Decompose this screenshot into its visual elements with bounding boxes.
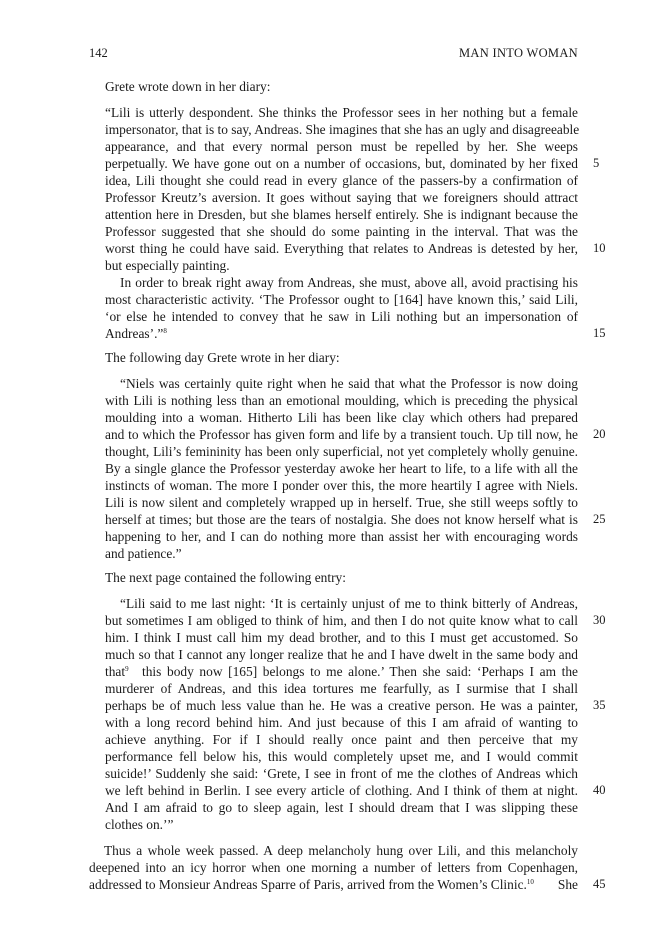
text-line: “Lili is utterly despondent. She thinks the Professor sees in her nothing but a female — [105, 105, 578, 120]
text-line: murderer of Andreas, and this idea tortures me fearfully, as I surmise that I shall — [105, 681, 578, 696]
text-line: ‘or else he intended to convey that he saw in Lili nothing but an impersonation of — [105, 309, 578, 324]
text-line: clothes on.’” — [105, 817, 174, 832]
text-line: “Lili said to me last night: ‘It is certainly unjust of me to think bitterly of Andreas, — [120, 596, 578, 611]
text-line: most characteristic activity. ‘The Professor ought to [164] have known this,’ said Lili, — [105, 292, 578, 307]
text-line: but sometimes I am obliged to think of him, and then I do not quite know what to call — [105, 613, 578, 628]
text-line: but especially painting. — [105, 258, 230, 273]
text-line: him. I think I must call him my dead brother, and to this I must get accustomed. So — [105, 630, 578, 645]
text-line: instincts of woman. The more I ponder over this, the more heartily I agree with Niels. — [105, 478, 578, 493]
text-line: herself at times; but those are the tears of nostalgia. She does not know herself what is — [105, 512, 578, 527]
text-line: much so that I cannot any longer realize that he and I have dwelt in the same body and — [105, 647, 578, 662]
margin-line-number: 20 — [593, 427, 606, 441]
text-line: performance fell below his, this would completely upset me, and I would commit — [105, 749, 578, 764]
text-line: impersonator, that is to say, Andreas. She imagines that she has an ugly and disagreeable — [105, 122, 580, 137]
text-line: Thus a whole week passed. A deep melancholy hung over Lili, and this melancholy — [104, 843, 578, 858]
text-line: thought, Lili’s femininity has been only superficial, not yet completely wholly genuine. — [105, 444, 578, 459]
text-line: By a single glance the Professor yesterday awoke her heart to life, to a life with all the — [105, 461, 578, 476]
margin-line-number: 25 — [593, 512, 606, 526]
margin-line-number: 10 — [593, 241, 606, 255]
footnote-marker: 9 — [125, 665, 129, 673]
text-line: deepened into an icy horror when one morning a number of letters from Copenhagen, — [89, 860, 578, 875]
text-line: with Lili is nothing less than an emotional moulding, which is preceding the physical — [105, 393, 578, 408]
text-line: perhaps be of much less value than he. He was a creative person. He was a painter, — [105, 698, 578, 713]
margin-line-number: 45 — [593, 877, 606, 891]
text-line: The following day Grete wrote in her diary: — [105, 350, 340, 365]
footnote-marker: 10 — [526, 878, 534, 886]
margin-line-number: 5 — [593, 156, 600, 170]
text-line: suicide!’ Suddenly she said: ‘Grete, I see in front of me the clothes of Andreas which — [105, 766, 578, 781]
text-line: Grete wrote down in her diary: — [105, 79, 271, 94]
text-line: Lili is now silent and completely wrapped up in herself. True, she still weeps softly to — [105, 495, 578, 510]
footnote-marker: 8 — [163, 327, 167, 335]
text-line: achieve anything. For if I should really once paint and then perceive that my — [105, 732, 578, 747]
text-line: attention here in Dresden, but she blames herself entirely. She is indignant because the — [105, 207, 578, 222]
text-line: and to which the Professor has given form and life by a transient touch. Up till now, he — [105, 427, 578, 442]
text-line: idea, Lili thought she could read in every glance of the passers-by a confirmation of — [105, 173, 578, 188]
margin-line-number: 35 — [593, 698, 606, 712]
text-line: with a long record behind him. And just because of this I am afraid of wanting to — [105, 715, 578, 730]
text-line: And I am afraid to go to sleep again, lest I should dream that I was slipping these — [105, 800, 578, 815]
margin-line-number: 30 — [593, 613, 606, 627]
margin-line-number: 40 — [593, 783, 606, 797]
running-title: MAN INTO WOMAN — [458, 46, 578, 60]
text-line: Professor suggested that she should do some painting in the interval. That was the — [105, 224, 578, 239]
text-line: that$^9$ this body now [165] belongs to me alone.’ Then she said: ‘Perhaps I am the — [105, 664, 578, 679]
text-line: In order to break right away from Andreas, she must, above all, avoid practising his — [120, 275, 578, 290]
text-line: “Niels was certainly quite right when he said that what the Professor is now doing — [120, 376, 578, 391]
text-line: The next page contained the following entry: — [105, 570, 346, 585]
text-line: Professor Kreutz’s aversion. It goes without saying that we foreigners should attract — [105, 190, 578, 205]
text-line: worst thing he could have said. Everything that relates to Andreas is detested by her, — [105, 241, 578, 256]
text-line: we left behind in Berlin. I see every article of clothing. And I think of them at night. — [105, 783, 578, 798]
text-line: appearance, and that every normal person must be repelled by her. She weeps — [105, 139, 578, 154]
running-header — [89, 46, 578, 62]
text-line: perpetually. We have gone out on a number of occasions, but, dominated by her fixed — [105, 156, 578, 171]
text-line: moulding into a woman. Hitherto Lili has been like clay which others had prepared — [105, 410, 578, 425]
text-line: Andreas’.”$^8$ — [105, 326, 167, 341]
text-line: happening to her, and I can do nothing more than assist her with encouraging words — [105, 529, 578, 544]
margin-line-number: 15 — [593, 326, 606, 340]
page-number: 142 — [89, 46, 108, 60]
text-line: and patience.” — [105, 546, 182, 561]
text-line: addressed to Monsieur Andreas Sparre of Paris, arrived from the Women’s Clinic.$^{10}$ She — [89, 877, 578, 892]
